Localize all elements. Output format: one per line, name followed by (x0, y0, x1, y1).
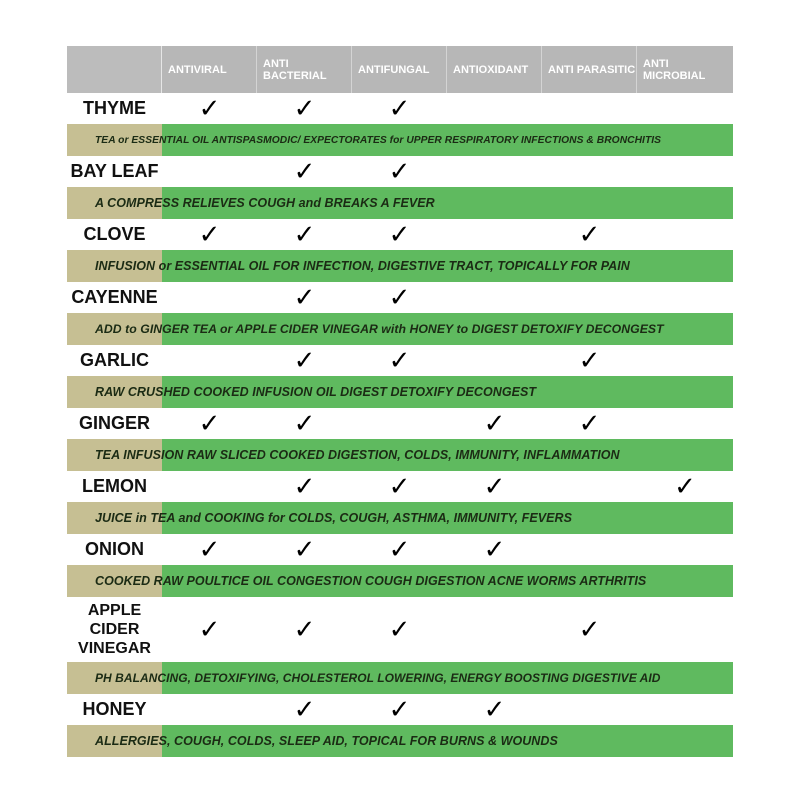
usage-note-text: ADD to GINGER TEA or APPLE CIDER VINEGAR with HONEY to DIGEST DETOXIFY DECONGEST (95, 322, 664, 336)
usage-note-row (67, 124, 733, 156)
checkmark-icon: ✓ (388, 534, 411, 565)
usage-note-row (67, 376, 733, 408)
antioxidant-cell (447, 282, 542, 313)
table-row (67, 471, 733, 502)
header-antifungal: ANTIFUNGAL (352, 46, 447, 93)
antioxidant-cell (447, 345, 542, 376)
usage-note-row (67, 439, 733, 471)
antimicrobial-cell (637, 471, 733, 502)
checkmark-icon: ✓ (293, 471, 316, 502)
usage-note-text: PH BALANCING, DETOXIFYING, CHOLESTEROL LOWERING, ENERGY BOOSTING DIGESTIVE AID (95, 671, 661, 685)
antifungal-cell (352, 345, 447, 376)
usage-note-text: TEA INFUSION RAW SLICED COOKED DIGESTION, COLDS, IMMUNITY, INFLAMMATION (95, 448, 620, 462)
header-antiviral: ANTIVIRAL (162, 46, 257, 93)
header-antimicrobial: ANTI MICROBIAL (643, 57, 706, 82)
antibacterial-cell (257, 534, 352, 565)
header-antibacterial: ANTI BACTERIAL (257, 46, 352, 93)
checkmark-icon: ✓ (388, 614, 411, 645)
antiviral-cell (162, 597, 257, 662)
usage-note-text: A COMPRESS RELIEVES COUGH and BREAKS A FEVER (95, 196, 435, 210)
antiviral-cell (162, 93, 257, 124)
antiviral-cell (162, 534, 257, 565)
antimicrobial-cell (637, 93, 733, 124)
antiviral-cell (162, 694, 257, 725)
antiparasitic-cell (542, 219, 637, 250)
checkmark-icon: ✓ (388, 471, 411, 502)
usage-note-text: RAW CRUSHED COOKED INFUSION OIL DIGEST DETOXIFY DECONGEST (95, 385, 537, 399)
header-antiparasitic: ANTI PARASITIC (542, 46, 637, 93)
herb-name: BAY LEAF (70, 161, 159, 181)
table-row (67, 219, 733, 250)
antiparasitic-cell (542, 694, 637, 725)
antifungal-cell (352, 282, 447, 313)
checkmark-icon: ✓ (388, 282, 411, 313)
usage-note-text: ALLERGIES, COUGH, COLDS, SLEEP AID, TOPICAL FOR BURNS & WOUNDS (95, 734, 558, 748)
antifungal-cell (352, 694, 447, 725)
usage-note-row (67, 662, 733, 694)
table-row (67, 93, 733, 124)
checkmark-icon: ✓ (388, 93, 411, 124)
antiparasitic-cell (542, 471, 637, 502)
antibacterial-cell (257, 597, 352, 662)
usage-note-row (67, 250, 733, 282)
antiparasitic-cell (542, 282, 637, 313)
checkmark-icon: ✓ (293, 345, 316, 376)
usage-note-text: JUICE in TEA and COOKING for COLDS, COUGH, ASTHMA, IMMUNITY, FEVERS (95, 511, 572, 525)
antioxidant-cell (447, 219, 542, 250)
table-row (67, 534, 733, 565)
antibacterial-cell (257, 408, 352, 439)
herb-name: HONEY (82, 699, 147, 719)
checkmark-icon: ✓ (388, 219, 411, 250)
table-row (67, 282, 733, 313)
antioxidant-cell (447, 408, 542, 439)
checkmark-icon: ✓ (293, 282, 316, 313)
usage-note-text: COOKED RAW POULTICE OIL CONGESTION COUGH DIGESTION ACNE WORMS ARTHRITIS (95, 574, 647, 588)
herb-name: GINGER (78, 413, 150, 433)
checkmark-icon: ✓ (293, 156, 316, 187)
usage-note-row (67, 725, 733, 757)
checkmark-icon: ✓ (293, 408, 316, 439)
table-header-row (67, 46, 733, 93)
checkmark-icon: ✓ (483, 408, 506, 439)
antibacterial-cell (257, 345, 352, 376)
antifungal-cell (352, 471, 447, 502)
herb-name: THYME (83, 98, 146, 118)
checkmark-icon: ✓ (578, 614, 601, 645)
header-antioxidant: ANTIOXIDANT (447, 46, 542, 93)
antiviral-cell (162, 471, 257, 502)
usage-note-row (67, 502, 733, 534)
antioxidant-cell (447, 156, 542, 187)
table-row (67, 156, 733, 187)
herb-name: LEMON (82, 476, 147, 496)
table-row (67, 597, 733, 662)
antibacterial-cell (257, 694, 352, 725)
antimicrobial-cell (637, 408, 733, 439)
antiviral-cell (162, 282, 257, 313)
table-body (67, 93, 733, 757)
antifungal-cell (352, 219, 447, 250)
antifungal-cell (352, 597, 447, 662)
header-corner-cell (67, 46, 162, 93)
checkmark-icon: ✓ (198, 93, 221, 124)
table-row (67, 408, 733, 439)
checkmark-icon: ✓ (198, 219, 221, 250)
herb-name: CLOVE (83, 224, 146, 244)
herb-name: ONION (84, 539, 144, 559)
antimicrobial-cell (637, 345, 733, 376)
antiparasitic-cell (542, 597, 637, 662)
antioxidant-cell (447, 597, 542, 662)
usage-note-row (67, 313, 733, 345)
checkmark-icon: ✓ (293, 93, 316, 124)
herb-name: CAYENNE (71, 287, 158, 307)
usage-note-row (67, 187, 733, 219)
herb-name: GARLIC (80, 350, 149, 370)
antiparasitic-cell (542, 93, 637, 124)
antioxidant-cell (447, 534, 542, 565)
antiviral-cell (162, 345, 257, 376)
checkmark-icon: ✓ (578, 219, 601, 250)
antimicrobial-cell (637, 156, 733, 187)
antiviral-cell (162, 219, 257, 250)
checkmark-icon: ✓ (674, 471, 696, 502)
checkmark-icon: ✓ (293, 694, 316, 725)
checkmark-icon: ✓ (483, 534, 506, 565)
antiviral-cell (162, 156, 257, 187)
antibacterial-cell (257, 471, 352, 502)
antiparasitic-cell (542, 345, 637, 376)
herb-properties-table (67, 46, 733, 757)
antifungal-cell (352, 93, 447, 124)
antifungal-cell (352, 156, 447, 187)
antioxidant-cell (447, 471, 542, 502)
checkmark-icon: ✓ (388, 156, 411, 187)
antiviral-cell (162, 408, 257, 439)
checkmark-icon: ✓ (483, 694, 506, 725)
usage-note-row (67, 565, 733, 597)
antioxidant-cell (447, 694, 542, 725)
antiparasitic-cell (542, 156, 637, 187)
usage-note-text: TEA or ESSENTIAL OIL ANTISPASMODIC/ EXPECTORATES for UPPER RESPIRATORY INFECTIONS & BRONCHITIS (95, 134, 662, 146)
checkmark-icon: ✓ (483, 471, 506, 502)
checkmark-icon: ✓ (293, 614, 316, 645)
antimicrobial-cell (637, 534, 733, 565)
antifungal-cell (352, 534, 447, 565)
checkmark-icon: ✓ (198, 408, 221, 439)
antioxidant-cell (447, 93, 542, 124)
checkmark-icon: ✓ (388, 345, 411, 376)
antimicrobial-cell (637, 597, 733, 662)
antiparasitic-cell (542, 534, 637, 565)
checkmark-icon: ✓ (388, 694, 411, 725)
checkmark-icon: ✓ (578, 408, 601, 439)
antibacterial-cell (257, 156, 352, 187)
antibacterial-cell (257, 282, 352, 313)
antimicrobial-cell (637, 219, 733, 250)
checkmark-icon: ✓ (293, 534, 316, 565)
table-row (67, 694, 733, 725)
antibacterial-cell (257, 93, 352, 124)
checkmark-icon: ✓ (198, 534, 221, 565)
table-row (67, 345, 733, 376)
checkmark-icon: ✓ (198, 614, 221, 645)
antimicrobial-cell (637, 694, 733, 725)
checkmark-icon: ✓ (578, 345, 601, 376)
usage-note-text: INFUSION or ESSENTIAL OIL FOR INFECTION, DIGESTIVE TRACT, TOPICALLY FOR PAIN (95, 259, 630, 273)
antibacterial-cell (257, 219, 352, 250)
herb-name: APPLE CIDER VINEGAR (78, 602, 151, 657)
antiparasitic-cell (542, 408, 637, 439)
antifungal-cell (352, 408, 447, 439)
checkmark-icon: ✓ (293, 219, 316, 250)
antimicrobial-cell (637, 282, 733, 313)
